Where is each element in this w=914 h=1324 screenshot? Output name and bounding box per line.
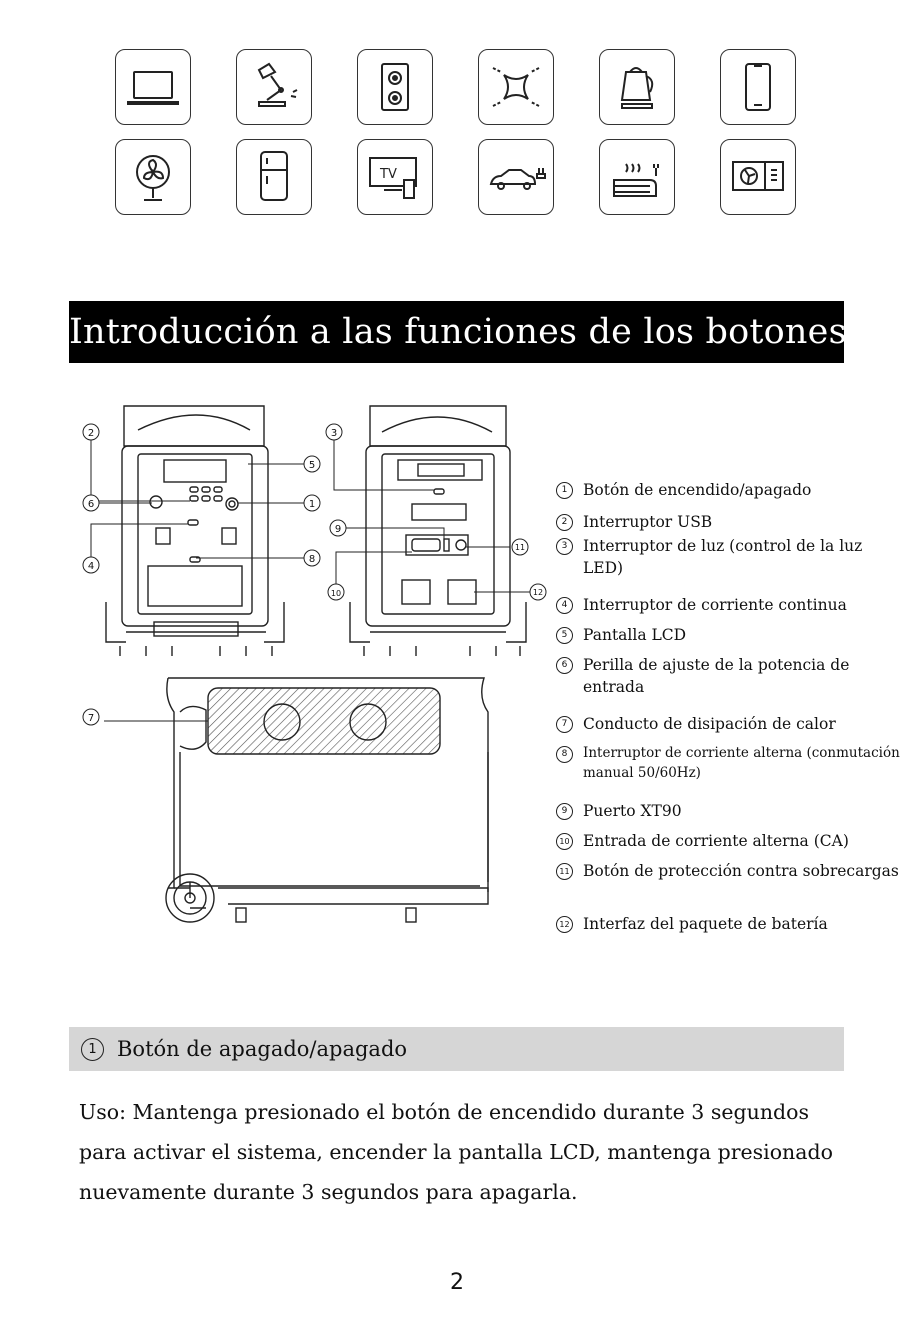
svg-text:8: 8 (308, 554, 316, 565)
section-header (69, 1027, 844, 1071)
product-diagram (60, 392, 550, 942)
electric-car-icon (478, 139, 554, 215)
callout-6 (83, 495, 99, 511)
callout-1 (304, 495, 320, 511)
usage-line: nuevamente durante 3 segundos para apagarla. (79, 1180, 578, 1204)
callout-8 (304, 550, 320, 566)
svg-text:7: 7 (87, 713, 95, 724)
laptop-icon (115, 49, 191, 125)
smartphone-icon (720, 49, 796, 125)
callout-4 (83, 557, 99, 573)
fan-icon (115, 139, 191, 215)
callout-9 (330, 520, 346, 536)
rear-view (350, 406, 526, 656)
side-view (166, 678, 488, 922)
svg-text:1: 1 (308, 499, 316, 510)
usage-line: Uso: Mantenga presionado el botón de encendido durante 3 segundos (79, 1100, 810, 1124)
usage-paragraph (79, 1092, 859, 1212)
speaker-icon (357, 49, 433, 125)
kettle-icon (599, 49, 675, 125)
svg-text:12: 12 (532, 588, 544, 597)
section-number: 1 (81, 1038, 104, 1061)
tv-label: TV (380, 167, 397, 182)
callout-7 (83, 709, 99, 725)
svg-text:11: 11 (514, 543, 526, 552)
electric-blanket-icon (599, 139, 675, 215)
desk-lamp-icon (236, 49, 312, 125)
page-number: 2 (450, 1270, 464, 1295)
svg-text:6: 6 (87, 499, 95, 510)
usage-line: para activar el sistema, encender la pantalla LCD, mantenga presionado (79, 1140, 833, 1164)
section-title: Botón de apagado/apagado (117, 1037, 408, 1061)
section-banner-title: Introducción a las funciones de los botones (69, 301, 844, 363)
callout-12 (530, 584, 546, 600)
front-view (106, 406, 284, 656)
refrigerator-icon (236, 139, 312, 215)
callout-5 (304, 456, 320, 472)
svg-text:9: 9 (334, 524, 342, 535)
svg-text:10: 10 (330, 589, 342, 598)
callout-10 (328, 584, 344, 600)
svg-text:5: 5 (308, 460, 316, 471)
tv-icon (357, 139, 433, 215)
air-conditioner-icon (720, 139, 796, 215)
svg-text:2: 2 (87, 428, 95, 439)
svg-text:3: 3 (330, 428, 338, 439)
appliance-icon-grid (115, 49, 799, 217)
svg-text:4: 4 (87, 561, 95, 572)
drone-icon (478, 49, 554, 125)
callout-3 (326, 424, 342, 440)
callout-2 (83, 424, 99, 440)
callout-11 (512, 539, 528, 555)
